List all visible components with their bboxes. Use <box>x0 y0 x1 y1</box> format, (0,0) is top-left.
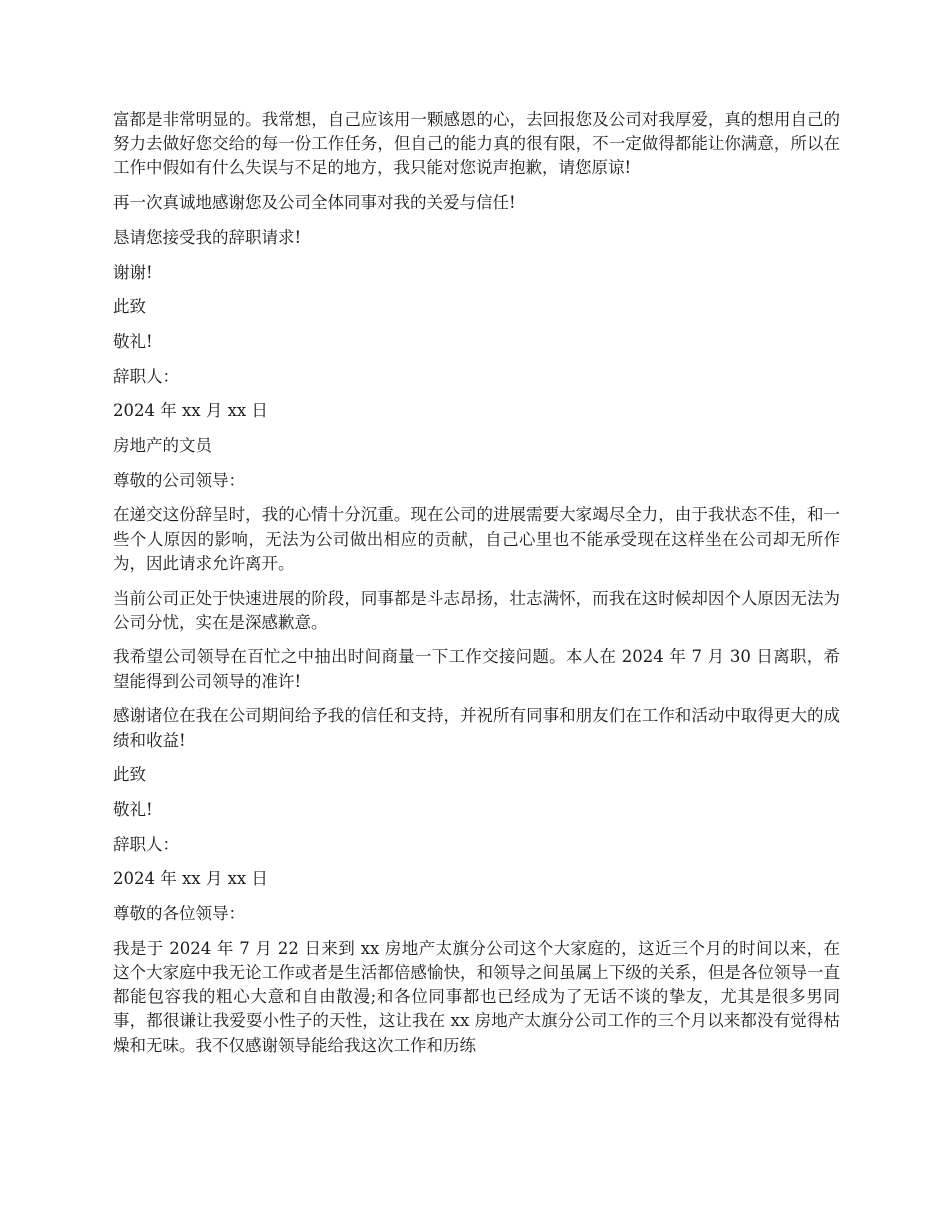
closing-salutation: 此致 <box>113 297 146 317</box>
signature-label: 辞职人： <box>113 366 179 386</box>
closing-regards: 敬礼! <box>113 799 153 819</box>
signature-label: 辞职人： <box>113 834 179 854</box>
paragraph-body: 我希望公司领导在百忙之中抽出时间商量一下工作交接问题。本人在 2024 年 7 月 30 日离职，希望能得到公司领导的准许! <box>113 647 840 691</box>
paragraph-body: 我是于 2024 年 7 月 22 日来到 xx 房地产太旗分公司这个大家庭的，这近三个月的时间以来，在这个大家庭中我无论工作或者是生活都倍感愉快，和领导之间虽属上下级的关系，但是各位领导一直都能包容我的粗心大意和自由散漫;和各位同事都也已经成为了无话不谈的挚友，尤其是很多男同事，都很谦让我爱耍小性子的天性，这让我在 xx 房地产太旗分公司工作的三个月以来都没有觉得枯燥和无味。我不仅感谢领导能给我这次工作和历练 <box>113 938 840 1055</box>
paragraph-body: 感谢诸位在我在公司期间给予我的信任和支持，并祝所有同事和朋友们在工作和活动中取得更大的成绩和收益! <box>113 706 840 750</box>
section-title: 房地产的文员 <box>113 436 212 456</box>
greeting: 尊敬的公司领导： <box>113 470 245 490</box>
date-line: 2024 年 xx 月 xx 日 <box>113 869 268 889</box>
closing-salutation: 此致 <box>113 765 146 785</box>
paragraph-thanks: 再一次真诚地感谢您及公司全体同事对我的关爱与信任! <box>113 193 516 213</box>
paragraph-request: 恳请您接受我的辞职请求! <box>113 227 302 247</box>
document-page <box>113 108 840 1068</box>
paragraph-body: 当前公司正处于快速进展的阶段，同事都是斗志昂扬，壮志满怀，而我在这时候却因个人原因无法为公司分忧，实在是深感歉意。 <box>113 588 840 632</box>
closing-regards: 敬礼! <box>113 331 153 351</box>
date-line: 2024 年 xx 月 xx 日 <box>113 401 268 421</box>
paragraph-apology: 富都是非常明显的。我常想，自己应该用一颗感恩的心，去回报您及公司对我厚爱，真的想用自己的努力去做好您交给的每一份工作任务，但自己的能力真的很有限，不一定做得都能让你满意，所以在工作中假如有什么失误与不足的地方，我只能对您说声抱歉，请您原谅! <box>113 110 840 178</box>
paragraph-thank-you: 谢谢! <box>113 262 153 282</box>
greeting: 尊敬的各位领导： <box>113 904 245 924</box>
paragraph-body: 在递交这份辞呈时，我的心情十分沉重。现在公司的进展需要大家竭尽全力，由于我状态不佳，和一些个人原因的影响，无法为公司做出相应的贡献，自己心里也不能承受现在这样坐在公司却无所作为，因此请求允许离开。 <box>113 505 840 573</box>
